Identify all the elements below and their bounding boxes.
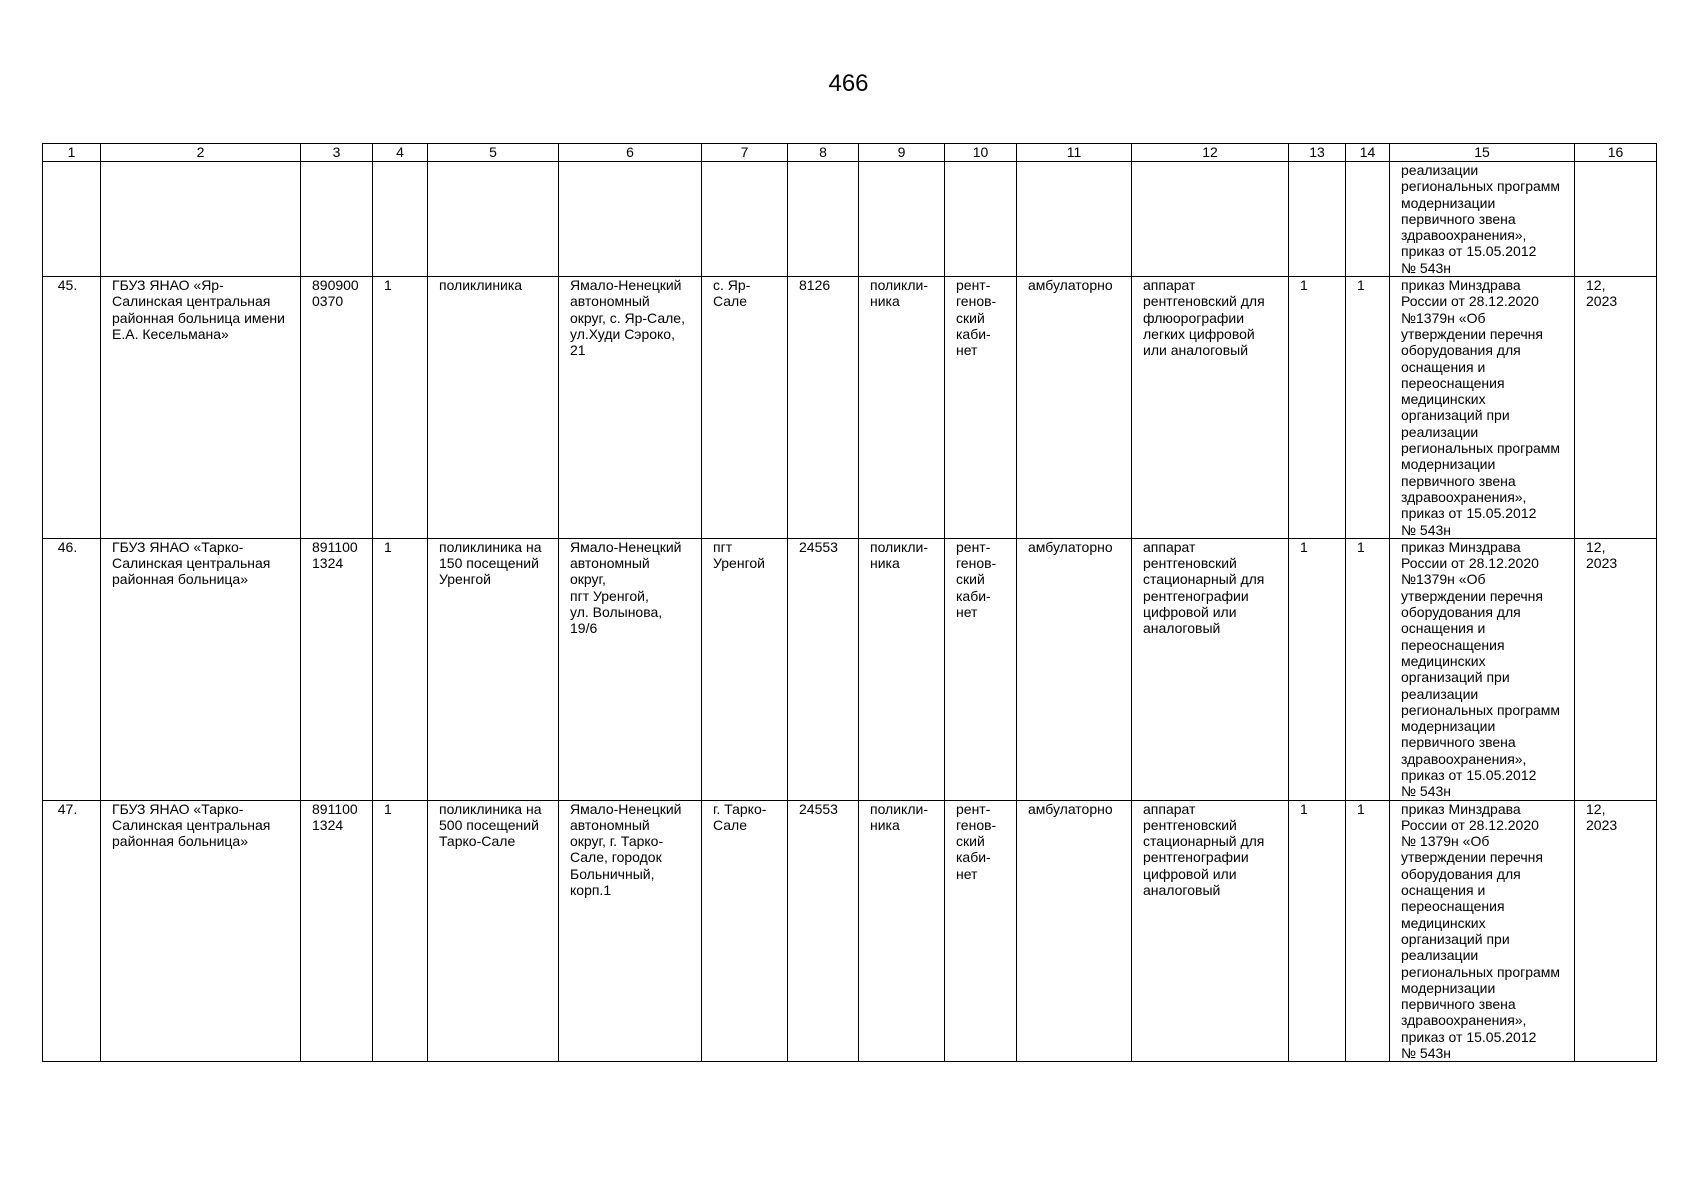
population-cell: 24553 [788, 538, 859, 800]
table-cell [373, 162, 428, 277]
table-cell [1132, 162, 1289, 277]
equipment-table [42, 143, 1657, 1062]
equipment-cell: аппарат рентгеновский для флюорографии легких цифровой или аналоговый [1132, 277, 1289, 539]
unit-cell: поликли- ника [859, 277, 945, 539]
quantity-cell: 1 [1289, 277, 1346, 539]
col-header-12: 12 [1132, 144, 1289, 162]
organization-cell: ГБУЗ ЯНАО «Тарко- Салинская центральная районная больница» [101, 800, 301, 1062]
col-header-15: 15 [1390, 144, 1575, 162]
date-cell: 12, 2023 [1575, 538, 1657, 800]
room-cell: рент- генов- ский каби- нет [945, 800, 1017, 1062]
population-cell: 24553 [788, 800, 859, 1062]
col-header-13: 13 [1289, 144, 1346, 162]
locality-cell: г. Тарко- Сале [702, 800, 788, 1062]
room-cell: рент- генов- ский каби- нет [945, 538, 1017, 800]
quantity-cell: 1 [1346, 800, 1390, 1062]
col-header-5: 5 [428, 144, 559, 162]
care-mode-cell: амбулаторно [1017, 277, 1132, 539]
page-number: 466 [828, 70, 869, 97]
col-header-1: 1 [43, 144, 101, 162]
table-cell [859, 162, 945, 277]
unit-cell: поликли- ника [859, 538, 945, 800]
quantity-cell: 1 [1346, 277, 1390, 539]
table-cell [1289, 162, 1346, 277]
table-cell [43, 162, 101, 277]
table-cell [945, 162, 1017, 277]
row-number: 45. [43, 277, 101, 539]
col-header-6: 6 [559, 144, 702, 162]
care-mode-cell: амбулаторно [1017, 800, 1132, 1062]
count-cell: 1 [373, 538, 428, 800]
table-cell [428, 162, 559, 277]
quantity-cell: 1 [1289, 800, 1346, 1062]
locality-cell: с. Яр- Сале [702, 277, 788, 539]
address-cell: Ямало-Ненецкий автономный округ, г. Тарко- Сале, городок Больничный, корп.1 [559, 800, 702, 1062]
quantity-cell: 1 [1346, 538, 1390, 800]
basis-cell: приказ Минздрава России от 28.12.2020 №1379н «Об утверждении перечня оборудования для оснащения и переоснащения медицинских организаций при реализации региональных программ модернизации первичного звена здравоохранения», приказ от 15.05.2012 № 543н [1390, 277, 1575, 539]
col-header-3: 3 [301, 144, 373, 162]
date-cell: 12, 2023 [1575, 800, 1657, 1062]
organization-cell: ГБУЗ ЯНАО «Яр- Салинская центральная районная больница имени Е.А. Кесельмана» [101, 277, 301, 539]
equipment-cell: аппарат рентгеновский стационарный для рентгенографии цифровой или аналоговый [1132, 800, 1289, 1062]
col-header-14: 14 [1346, 144, 1390, 162]
table-row [43, 800, 1657, 1062]
count-cell: 1 [373, 277, 428, 539]
table-cell [559, 162, 702, 277]
address-cell: Ямало-Ненецкий автономный округ, с. Яр-Сале, ул.Худи Сэроко, 21 [559, 277, 702, 539]
col-header-7: 7 [702, 144, 788, 162]
col-header-8: 8 [788, 144, 859, 162]
col-header-11: 11 [1017, 144, 1132, 162]
care-mode-cell: амбулаторно [1017, 538, 1132, 800]
facility-type-cell: поликлиника на 150 посещений Уренгой [428, 538, 559, 800]
col-header-2: 2 [101, 144, 301, 162]
organization-cell: ГБУЗ ЯНАО «Тарко- Салинская центральная районная больница» [101, 538, 301, 800]
code-cell: 891100 1324 [301, 538, 373, 800]
table-row-continuation [43, 162, 1657, 277]
locality-cell: пгт Уренгой [702, 538, 788, 800]
row-number: 47. [43, 800, 101, 1062]
date-cell: 12, 2023 [1575, 277, 1657, 539]
row-number: 46. [43, 538, 101, 800]
code-cell: 890900 0370 [301, 277, 373, 539]
table-cell [1575, 162, 1657, 277]
table-cell [1017, 162, 1132, 277]
basis-cell: реализации региональных программ модернизации первичного звена здравоохранения», приказ от 15.05.2012 № 543н [1390, 162, 1575, 277]
population-cell: 8126 [788, 277, 859, 539]
facility-type-cell: поликлиника на 500 посещений Тарко-Сале [428, 800, 559, 1062]
table-cell [101, 162, 301, 277]
table-cell [301, 162, 373, 277]
col-header-4: 4 [373, 144, 428, 162]
unit-cell: поликли- ника [859, 800, 945, 1062]
table-cell [1346, 162, 1390, 277]
table-cell [788, 162, 859, 277]
room-cell: рент- генов- ский каби- нет [945, 277, 1017, 539]
basis-cell: приказ Минздрава России от 28.12.2020 № 1379н «Об утверждении перечня оборудования для оснащения и переоснащения медицинских организаций при реализации региональных программ модернизации первичного звена здравоохранения», приказ от 15.05.2012 № 543н [1390, 800, 1575, 1062]
equipment-cell: аппарат рентгеновский стационарный для рентгенографии цифровой или аналоговый [1132, 538, 1289, 800]
address-cell: Ямало-Ненецкий автономный округ, пгт Уренгой, ул. Волынова, 19/6 [559, 538, 702, 800]
facility-type-cell: поликлиника [428, 277, 559, 539]
col-header-9: 9 [859, 144, 945, 162]
table-row [43, 277, 1657, 539]
basis-cell: приказ Минздрава России от 28.12.2020 №1379н «Об утверждении перечня оборудования для оснащения и переоснащения медицинских организаций при реализации региональных программ модернизации первичного звена здравоохранения», приказ от 15.05.2012 № 543н [1390, 538, 1575, 800]
quantity-cell: 1 [1289, 538, 1346, 800]
col-header-16: 16 [1575, 144, 1657, 162]
code-cell: 891100 1324 [301, 800, 373, 1062]
header-row [43, 144, 1657, 162]
count-cell: 1 [373, 800, 428, 1062]
col-header-10: 10 [945, 144, 1017, 162]
table-cell [702, 162, 788, 277]
table-row [43, 538, 1657, 800]
